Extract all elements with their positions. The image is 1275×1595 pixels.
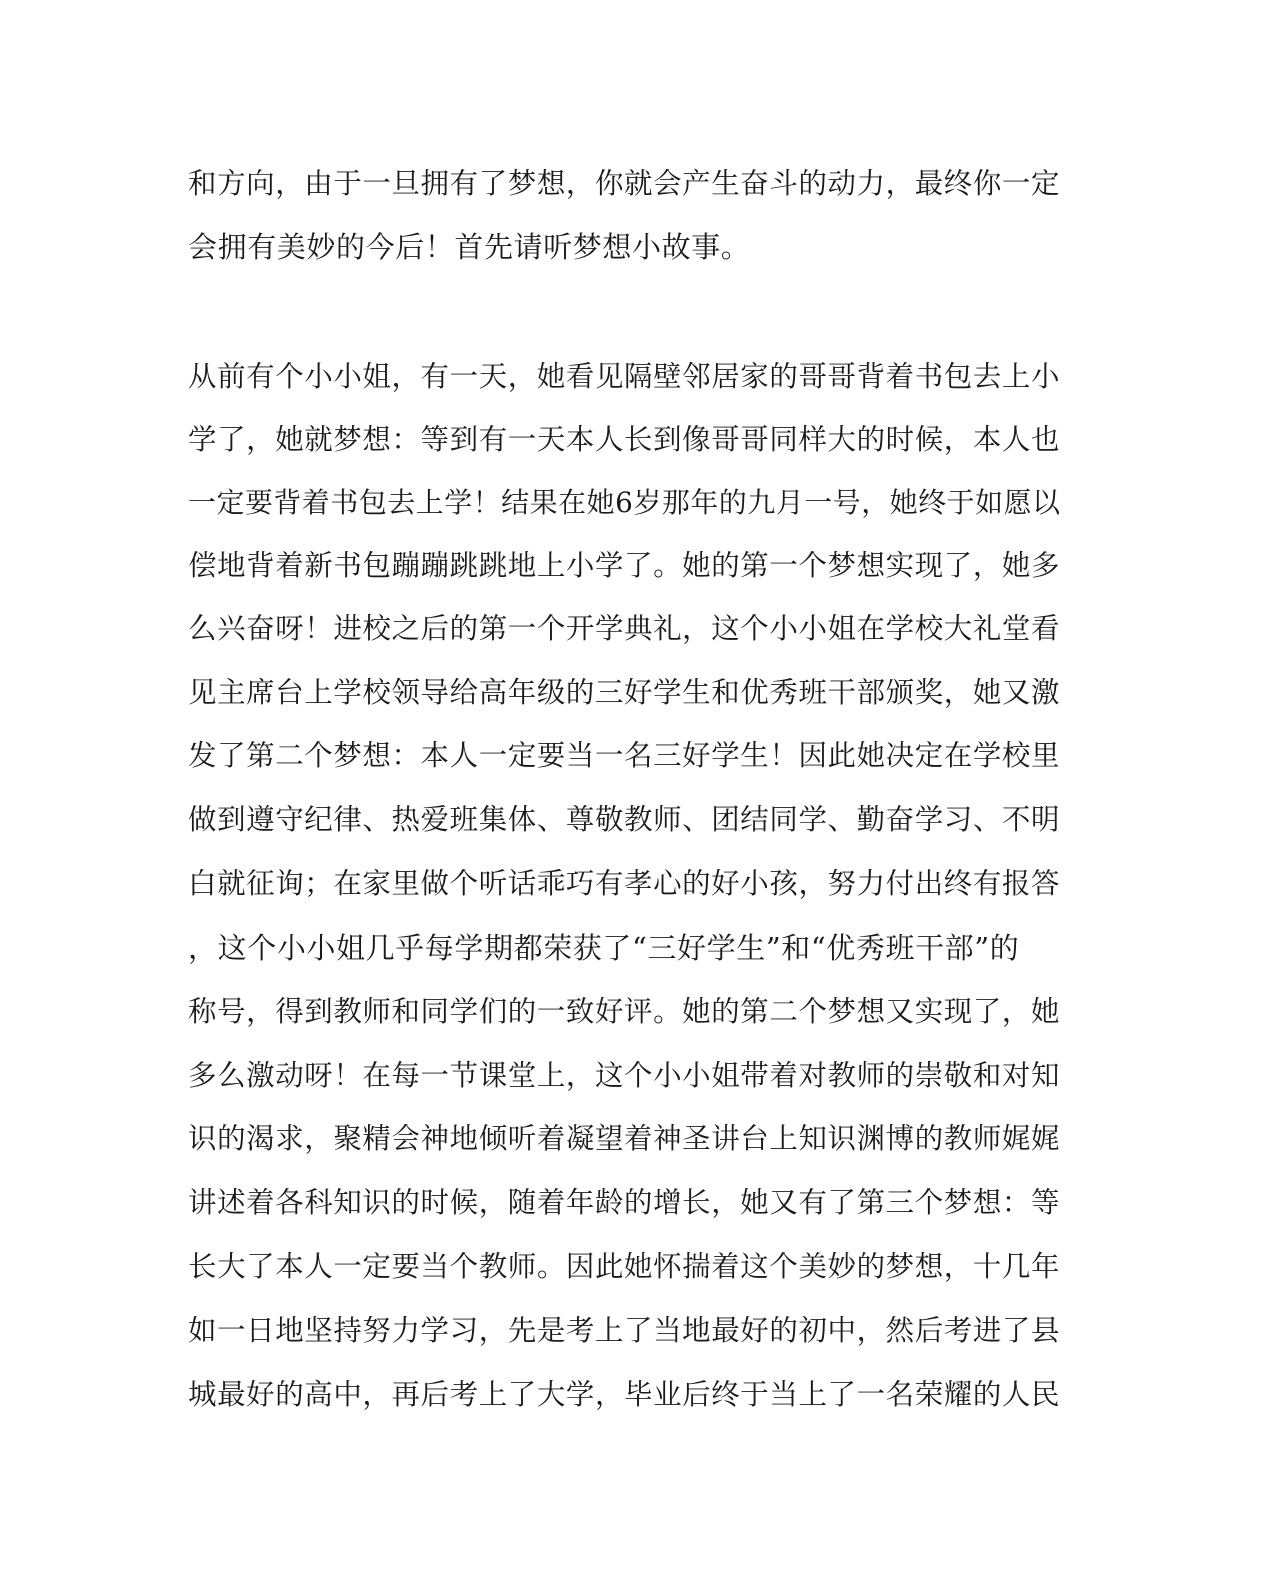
text-line: 偿地背着新书包蹦蹦跳跳地上小学了。她的第一个梦想实现了，她多 xyxy=(188,549,1061,582)
text-line: 么兴奋呀！进校之后的第一个开学典礼，这个小小姐在学校大礼堂看 xyxy=(188,612,1061,645)
text-line: 学了，她就梦想：等到有一天本人长到像哥哥同样大的时候，本人也 xyxy=(188,423,1061,456)
text-line: 如一日地坚持努力学习，先是考上了当地最好的初中，然后考进了县 xyxy=(188,1314,1061,1347)
text-line: 见主席台上学校领导给高年级的三好学生和优秀班干部颁奖，她又激 xyxy=(188,676,1061,709)
text-line: 白就征询；在家里做个听话乖巧有孝心的好小孩，努力付出终有报答 xyxy=(188,867,1061,900)
text-line: 发了第二个梦想：本人一定要当一名三好学生！因此她决定在学校里 xyxy=(188,739,1061,772)
text-line: 称号，得到教师和同学们的一致好评。她的第二个梦想又实现了，她 xyxy=(188,995,1061,1028)
text-line: 会拥有美妙的今后！首先请听梦想小故事。 xyxy=(188,230,751,264)
text-line: 识的渴求，聚精会神地倾听着凝望着神圣讲台上知识渊博的教师娓娓 xyxy=(188,1122,1061,1155)
text-line: ，这个小小姐几乎每学期都荣获了“三好学生”和“优秀班干部”的 xyxy=(188,931,1020,965)
text-line: 一定要背着书包去上学！结果在她6岁那年的九月一号，她终于如愿以 xyxy=(188,486,1061,519)
text-line: 长大了本人一定要当个教师。因此她怀揣着这个美妙的梦想，十几年 xyxy=(188,1250,1061,1283)
text-line: 从前有个小小姐，有一天，她看见隔壁邻居家的哥哥背着书包去上小 xyxy=(188,360,1061,393)
text-line: 多么激动呀！在每一节课堂上，这个小小姐带着对教师的崇敬和对知 xyxy=(188,1059,1061,1092)
text-line: 和方向，由于一旦拥有了梦想，你就会产生奋斗的动力，最终你一定 xyxy=(188,167,1061,200)
text-line: 城最好的高中，再后考上了大学，毕业后终于当上了一名荣耀的人民 xyxy=(188,1378,1061,1411)
text-line: 做到遵守纪律、热爱班集体、尊敬教师、团结同学、勤奋学习、不明 xyxy=(188,803,1061,836)
text-line: 讲述着各科知识的时候，随着年龄的增长，她又有了第三个梦想：等 xyxy=(188,1186,1061,1219)
